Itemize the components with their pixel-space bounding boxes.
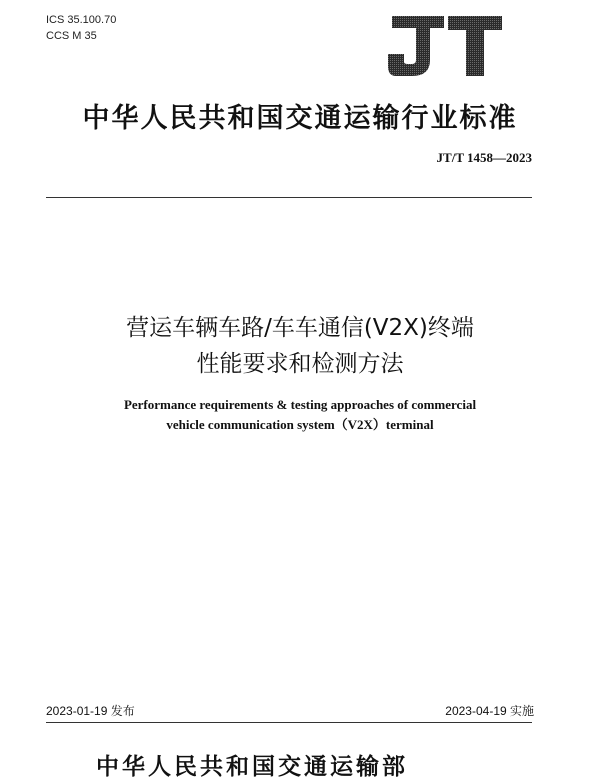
title-english-line-1: Performance requirements & testing approaches of commercial xyxy=(123,397,477,412)
issuing-authority: 中华人民共和国交通运输部 xyxy=(96,754,408,780)
title-english-line-2: vehicle communication system（V2X）terminal xyxy=(166,417,434,432)
standard-category-name: 中华人民共和国交通运输行业标准 xyxy=(82,103,518,134)
classification-codes xyxy=(46,12,116,44)
title-english xyxy=(0,395,600,435)
jt-logo-icon xyxy=(386,14,504,78)
footer-divider xyxy=(46,722,532,723)
header-divider xyxy=(46,197,532,198)
issue-date: 2023-01-19 发布 xyxy=(46,704,135,718)
implementation-date: 2023-04-19 实施 xyxy=(445,704,534,718)
ccs-code: CCS M 35 xyxy=(46,30,97,42)
jt-logo xyxy=(386,14,504,78)
title-chinese-line-2: 性能要求和检测方法 xyxy=(196,351,404,377)
ics-code: ICS 35.100.70 xyxy=(46,14,117,26)
standard-number: JT/T 1458—2023 xyxy=(436,150,532,165)
title-chinese-line-1: 营运车辆车路/车车通信(V2X)终端 xyxy=(126,315,474,341)
title-chinese xyxy=(0,310,600,382)
